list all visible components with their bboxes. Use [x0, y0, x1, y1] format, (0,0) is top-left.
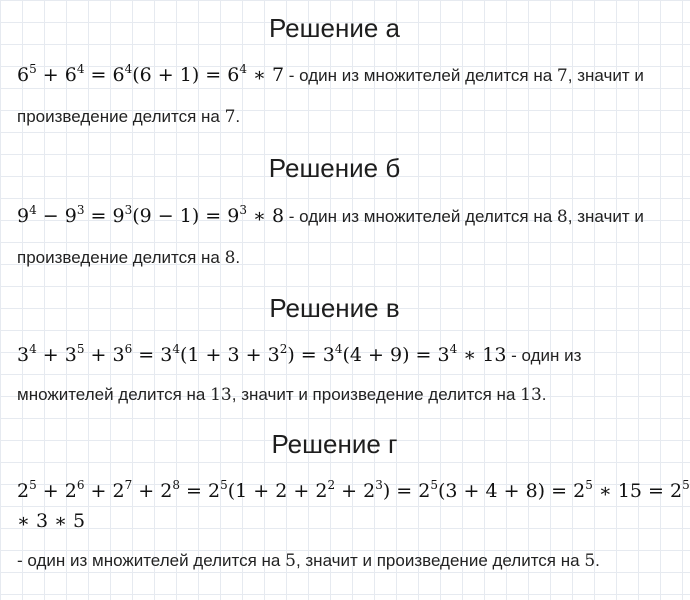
equation-line-g-2: ∗ 3 ∗ 5 [17, 510, 86, 532]
equation-b: $9^4 - 9^3 = 9^3(9 - 1) = 9^3$ ∗ 8 [17, 203, 285, 227]
solution-v [0, 288, 669, 328]
solution-g [0, 424, 669, 464]
text-line-g: - один из множителей делится на 5, значит и произведение делится на 5. [17, 551, 600, 571]
heading-a: Решение а [268, 13, 400, 43]
text-line-v: множителей делится на 13, значит и произведение делится на 13. [17, 385, 547, 405]
equation-line-a: $6^5 + 6^4 = 6^4(6 + 1) = 6^4$ ∗ 7 - один из множителей делится на 7, значит и [17, 62, 644, 86]
equation-g: $2^5 + 2^6 + 2^7 + 2^8 = 2^5(1 + 2 + 2^2 + 2^3) = 2^5(3 + 4 + 8) = 2^5$ ∗ $15 = 2^5$ [17, 478, 690, 502]
heading-b: Решение б [268, 153, 401, 183]
equation-v: $3^4 + 3^5 + 3^6 = 3^4(1 + 3 + 3^2) = 3^4(4 + 9) = 3^4$ ∗ 13 [17, 342, 507, 366]
equation-a: $6^5 + 6^4 = 6^4(6 + 1) = 6^4$ ∗ 7 [17, 62, 285, 86]
equation-line-b: $9^4 - 9^3 = 9^3(9 - 1) = 9^3$ ∗ 8 - один из множителей делится на 8, значит и [17, 203, 644, 227]
solution-a [0, 8, 669, 48]
equation-line-g [17, 480, 690, 502]
solution-b [0, 148, 669, 188]
equation-line-v: $3^4 + 3^5 + 3^6 = 3^4(1 + 3 + 3^2) = 3^4(4 + 9) = 3^4$ ∗ 13 - один из [17, 342, 582, 366]
heading-g: Решение г [271, 429, 398, 459]
text-line-b: произведение делится на 8. [17, 248, 241, 268]
heading-v: Решение в [269, 293, 400, 323]
text-line-a: произведение делится на 7. [17, 107, 241, 127]
